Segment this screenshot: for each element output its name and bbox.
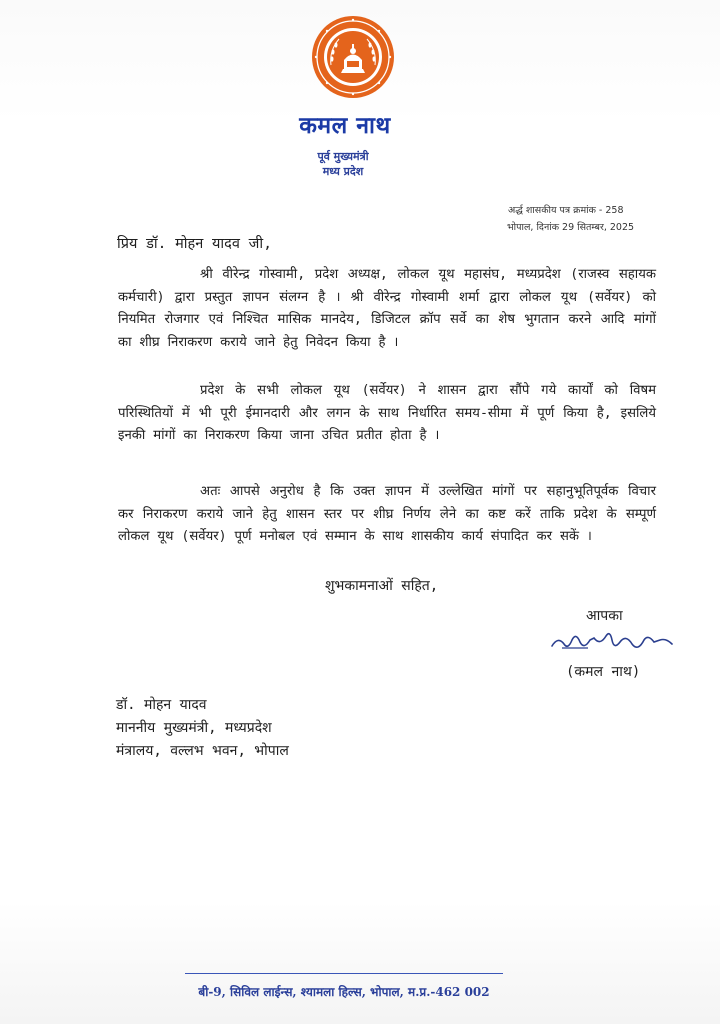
sign-off: आपका: [586, 608, 623, 624]
body-paragraph-3-text: अतः आपसे अनुरोध है कि उक्त ज्ञापन में उल्लेखित मांगों पर सहानुभूतिपूर्वक विचार कर निराकरण कराये जाने हेतु शासन स्तर पर शीघ्र निर्णय लेने का कष्ट करें ताकि प्रदेश के सम्पूर्ण लोकल यूथ (सर्वेयर) पूर्ण मनोबल एवं सम्मान के साथ शासकीय कार्य संपादित कर सकें ।: [118, 484, 656, 544]
body-paragraph-3: [118, 481, 656, 549]
salutation: प्रिय डॉ. मोहन यादव जी,: [117, 236, 272, 252]
body-paragraph-1-text: श्री वीरेन्द्र गोस्वामी, प्रदेश अध्यक्ष, लोकल यूथ महासंघ, मध्यप्रदेश (राजस्व सहायक कर्मचारी) द्वारा प्रस्तुत ज्ञापन संलग्न है । श्री वीरेन्द्र गोस्वामी शर्मा द्वारा लोकल यूथ (सर्वेयर) को नियमित रोजगार एवं निश्चित मासिक मानदेय, डिजिटल क्रॉप सर्वे का शेष भुगतान करने आदि मांगों का शीघ्र निराकरण कराये जाने हेतु निवेदन किया है ।: [118, 267, 656, 350]
closing-greeting: शुभकामनाओं सहित,: [325, 578, 439, 594]
footer-address: बी-9, सिविल लाईन्स, श्यामला हिल्स, भोपाल, म.प्र.-462 002: [198, 985, 490, 999]
madhya-pradesh-emblem-icon: [311, 15, 395, 99]
body-paragraph-2: [118, 380, 656, 448]
letter-reference-number: अर्द्ध शासकीय पत्र क्रमांक - 258: [508, 205, 624, 216]
letterhead-name: कमल नाथ: [299, 112, 391, 139]
addressee-address: मंत्रालय, वल्लभ भवन, भोपाल: [116, 743, 289, 759]
letter-place-date: भोपाल, दिनांक 29 सितम्बर, 2025: [507, 222, 635, 233]
signer-name: (कमल नाथ): [566, 664, 641, 680]
designation-title: पूर्व मुख्यमंत्री: [317, 150, 369, 163]
designation-state: मध्य प्रदेश: [322, 165, 364, 178]
body-paragraph-1: [118, 264, 656, 354]
addressee-title: माननीय मुख्यमंत्री, मध्यप्रदेश: [116, 720, 272, 736]
body-paragraph-2-text: प्रदेश के सभी लोकल यूथ (सर्वेयर) ने शासन द्वारा सौंपे गये कार्यों को विषम परिस्थितियों में भी पूरी ईमानदारी और लगन के साथ निर्धारित समय-सीमा में पूर्ण किया है, इसलिये इनकी मांगों का निराकरण किया जाना उचित प्रतीत होता है ।: [118, 383, 656, 443]
addressee-name: डॉ. मोहन यादव: [116, 697, 207, 713]
footer-divider: [185, 973, 503, 974]
handwritten-signature: [548, 628, 676, 658]
